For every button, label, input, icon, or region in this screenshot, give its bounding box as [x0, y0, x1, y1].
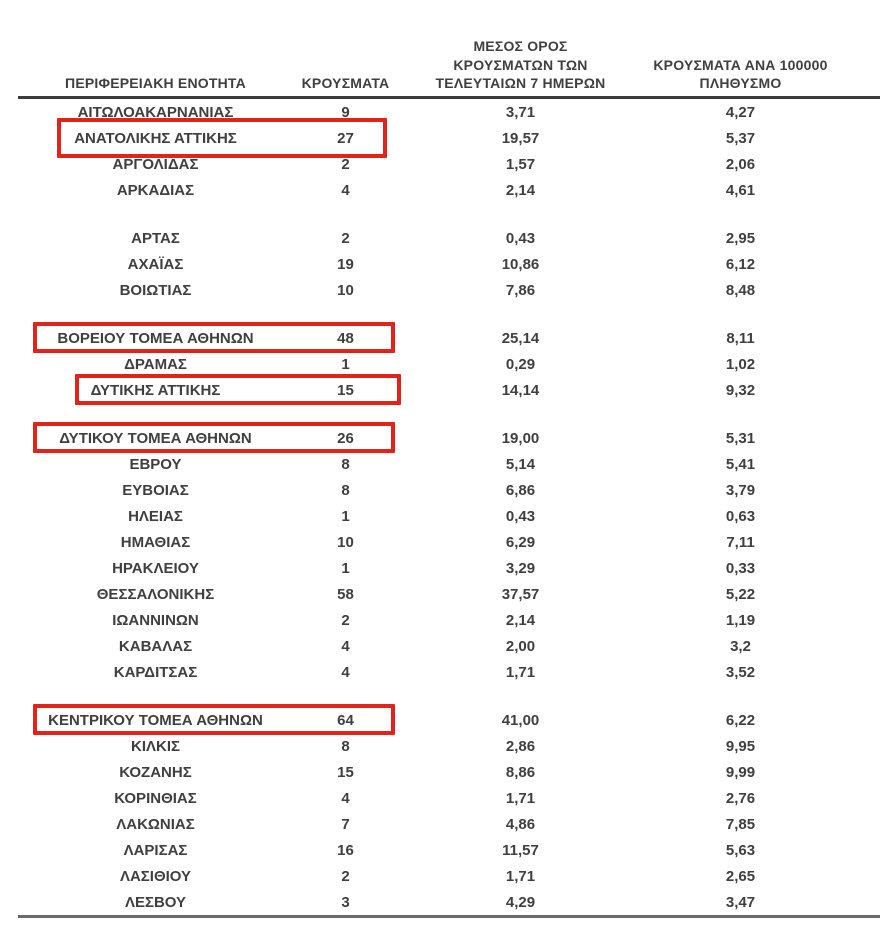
avg-7day-cell: 0,29 — [505, 355, 536, 373]
table-row — [18, 607, 880, 633]
avg-7day-cell: 5,14 — [505, 455, 536, 473]
cases-cell: 2 — [341, 867, 350, 885]
region-name-cell: ΑΧΑΪΑΣ — [127, 255, 184, 273]
table-row — [18, 707, 880, 733]
table-row — [18, 529, 880, 555]
avg-7day-cell: 2,14 — [505, 611, 536, 629]
cases-cell: 48 — [337, 329, 354, 347]
table-gap — [18, 303, 880, 325]
cases-cell: 64 — [337, 711, 354, 729]
per-100k-cell: 3,52 — [725, 663, 756, 681]
per-100k-cell: 4,27 — [725, 103, 756, 121]
table-row — [18, 581, 880, 607]
avg-7day-cell: 41,00 — [501, 711, 540, 729]
per-100k-cell: 9,99 — [725, 763, 756, 781]
region-name-cell: ΑΝΑΤΟΛΙΚΗΣ ΑΤΤΙΚΗΣ — [74, 129, 237, 147]
per-100k-cell: 8,11 — [726, 329, 755, 347]
table-row — [18, 477, 880, 503]
per-100k-cell: 3,2 — [730, 637, 751, 655]
per-100k-cell: 1,02 — [725, 355, 756, 373]
per-100k-cell: 1,19 — [725, 611, 756, 629]
column-header-region — [18, 74, 293, 92]
cases-cell: 4 — [341, 637, 350, 655]
table-row — [18, 555, 880, 581]
cases-cell: 4 — [341, 663, 350, 681]
table-row — [18, 889, 880, 915]
region-name-cell: ΗΜΑΘΙΑΣ — [120, 533, 191, 551]
table-row — [18, 351, 880, 377]
region-name-cell: ΚΙΛΚΙΣ — [130, 737, 180, 755]
per-100k-cell: 5,63 — [725, 841, 756, 859]
region-name-cell: ΛΑΣΙΘΙΟΥ — [119, 867, 192, 885]
per-100k-cell: 5,31 — [725, 429, 756, 447]
cases-cell: 15 — [337, 763, 354, 781]
cases-cell: 4 — [341, 181, 350, 199]
region-name-cell: ΑΡΤΑΣ — [131, 229, 180, 247]
cases-cell: 2 — [341, 611, 350, 629]
avg-7day-cell: 8,86 — [505, 763, 536, 781]
per-100k-cell: 3,47 — [725, 893, 756, 911]
column-header-avg7-line: ΤΕΛΕΥΤΑΙΩΝ 7 ΗΜΕΡΩΝ — [435, 74, 606, 91]
table-gap — [18, 403, 880, 425]
column-header-avg7-line: ΚΡΟΥΣΜΑΤΩΝ ΤΩΝ — [453, 56, 588, 73]
avg-7day-cell: 0,43 — [505, 507, 536, 525]
cases-cell: 19 — [337, 255, 354, 273]
per-100k-cell: 5,22 — [725, 585, 756, 603]
avg-7day-cell: 11,57 — [502, 841, 539, 859]
table-row — [18, 659, 880, 685]
region-name-cell: ΗΛΕΙΑΣ — [128, 507, 183, 525]
avg-7day-cell: 0,43 — [505, 229, 536, 247]
avg-7day-cell: 2,00 — [505, 637, 536, 655]
region-name-cell: ΛΕΣΒΟΥ — [124, 893, 187, 911]
region-name-cell: ΚΟΡΙΝΘΙΑΣ — [114, 789, 197, 807]
table-row — [18, 377, 880, 403]
region-name-cell: ΕΒΡΟΥ — [129, 455, 182, 473]
column-header-cases — [293, 74, 398, 92]
table-gap — [18, 203, 880, 225]
per-100k-cell: 0,63 — [725, 507, 756, 525]
table-row — [18, 425, 880, 451]
table-row — [18, 151, 880, 177]
table-row — [18, 251, 880, 277]
table-row — [18, 99, 880, 125]
column-header-avg7 — [398, 37, 643, 92]
table-row — [18, 759, 880, 785]
cases-cell: 4 — [341, 789, 350, 807]
avg-7day-cell: 6,29 — [505, 533, 536, 551]
avg-7day-cell: 4,29 — [505, 893, 536, 911]
table-row — [18, 863, 880, 889]
cases-cell: 8 — [341, 481, 350, 499]
per-100k-cell: 6,22 — [725, 711, 756, 729]
table-row — [18, 503, 880, 529]
column-header-per100k-line: ΠΛΗΘΥΣΜΟ — [699, 74, 782, 91]
column-header-region-line: ΠΕΡΙΦΕΡΕΙΑΚΗ ΕΝΟΤΗΤΑ — [65, 74, 246, 91]
region-name-cell: ΛΑΚΩΝΙΑΣ — [116, 815, 195, 833]
avg-7day-cell: 19,57 — [501, 129, 540, 147]
avg-7day-cell: 1,71 — [505, 789, 536, 807]
column-header-per100k-line: ΚΡΟΥΣΜΑΤΑ ΑΝΑ 100000 — [653, 56, 828, 73]
table-row — [18, 837, 880, 863]
table-row — [18, 325, 880, 351]
cases-cell: 3 — [341, 893, 350, 911]
cases-cell: 2 — [341, 229, 350, 247]
region-name-cell: ΕΥΒΟΙΑΣ — [122, 481, 189, 499]
avg-7day-cell: 1,71 — [505, 663, 536, 681]
per-100k-cell: 3,79 — [725, 481, 756, 499]
column-header-cases-line: ΚΡΟΥΣΜΑΤΑ — [301, 74, 390, 91]
region-name-cell: ΛΑΡΙΣΑΣ — [123, 841, 188, 859]
avg-7day-cell: 2,86 — [505, 737, 536, 755]
per-100k-cell: 7,11 — [726, 533, 755, 551]
table-row — [18, 177, 880, 203]
cases-cell: 27 — [337, 129, 354, 147]
avg-7day-cell: 10,86 — [501, 255, 540, 273]
table-header-row — [18, 20, 880, 99]
region-name-cell: ΔΥΤΙΚΟΥ ΤΟΜΕΑ ΑΘΗΝΩΝ — [59, 429, 252, 447]
per-100k-cell: 2,06 — [725, 155, 756, 173]
region-name-cell: ΚΕΝΤΡΙΚΟΥ ΤΟΜΕΑ ΑΘΗΝΩΝ — [48, 711, 263, 729]
per-100k-cell: 2,95 — [725, 229, 756, 247]
region-name-cell: ΒΟΡΕΙΟΥ ΤΟΜΕΑ ΑΘΗΝΩΝ — [57, 329, 254, 347]
avg-7day-cell: 3,29 — [505, 559, 536, 577]
per-100k-cell: 5,37 — [725, 129, 756, 147]
cases-cell: 7 — [341, 815, 350, 833]
cases-cell: 10 — [337, 281, 354, 299]
table-row — [18, 225, 880, 251]
region-name-cell: ΔΥΤΙΚΗΣ ΑΤΤΙΚΗΣ — [90, 381, 221, 399]
table-row — [18, 785, 880, 811]
table-row — [18, 277, 880, 303]
cases-cell: 8 — [341, 737, 350, 755]
avg-7day-cell: 14,14 — [501, 381, 540, 399]
avg-7day-cell: 1,71 — [505, 867, 536, 885]
per-100k-cell: 6,12 — [725, 255, 756, 273]
region-name-cell: ΘΕΣΣΑΛΟΝΙΚΗΣ — [96, 585, 215, 603]
per-100k-cell: 7,85 — [725, 815, 756, 833]
cases-cell: 10 — [337, 533, 354, 551]
table-row — [18, 811, 880, 837]
avg-7day-cell: 25,14 — [501, 329, 540, 347]
regional-cases-table — [18, 20, 880, 918]
per-100k-cell: 9,32 — [725, 381, 756, 399]
table-row — [18, 451, 880, 477]
avg-7day-cell: 4,86 — [505, 815, 536, 833]
table-row — [18, 125, 880, 151]
per-100k-cell: 2,76 — [725, 789, 756, 807]
cases-cell: 1 — [341, 507, 350, 525]
region-name-cell: ΑΙΤΩΛΟΑΚΑΡΝΑΝΙΑΣ — [77, 103, 234, 121]
avg-7day-cell: 3,71 — [505, 103, 536, 121]
region-name-cell: ΚΑΡΔΙΤΣΑΣ — [113, 663, 198, 681]
table-row — [18, 633, 880, 659]
avg-7day-cell: 37,57 — [501, 585, 540, 603]
region-name-cell: ΚΑΒΑΛΑΣ — [118, 637, 193, 655]
per-100k-cell: 5,41 — [725, 455, 756, 473]
cases-cell: 8 — [341, 455, 350, 473]
column-header-avg7-line: ΜΕΣΟΣ ΟΡΟΣ — [473, 38, 568, 55]
cases-cell: 16 — [337, 841, 354, 859]
region-name-cell: ΑΡΚΑΔΙΑΣ — [116, 181, 195, 199]
region-name-cell: ΔΡΑΜΑΣ — [124, 355, 187, 373]
table-body — [18, 99, 880, 918]
table-gap — [18, 685, 880, 707]
region-name-cell: ΒΟΙΩΤΙΑΣ — [119, 281, 192, 299]
cases-cell: 26 — [337, 429, 354, 447]
avg-7day-cell: 7,86 — [505, 281, 536, 299]
region-name-cell: ΚΟΖΑΝΗΣ — [119, 763, 192, 781]
cases-cell: 9 — [341, 103, 350, 121]
avg-7day-cell: 6,86 — [505, 481, 536, 499]
region-name-cell: ΑΡΓΟΛΙΔΑΣ — [112, 155, 199, 173]
per-100k-cell: 9,95 — [725, 737, 756, 755]
column-header-per100k — [643, 56, 838, 92]
region-name-cell: ΙΩΑΝΝΙΝΩΝ — [112, 611, 199, 629]
per-100k-cell: 8,48 — [725, 281, 756, 299]
region-name-cell: ΗΡΑΚΛΕΙΟΥ — [112, 559, 199, 577]
per-100k-cell: 0,33 — [725, 559, 756, 577]
table-row — [18, 733, 880, 759]
cases-cell: 1 — [341, 355, 350, 373]
cases-cell: 1 — [341, 559, 350, 577]
per-100k-cell: 2,65 — [725, 867, 756, 885]
per-100k-cell: 4,61 — [725, 181, 756, 199]
cases-cell: 15 — [337, 381, 354, 399]
cases-cell: 2 — [341, 155, 350, 173]
cases-cell: 58 — [337, 585, 354, 603]
avg-7day-cell: 1,57 — [505, 155, 536, 173]
avg-7day-cell: 2,14 — [505, 181, 536, 199]
avg-7day-cell: 19,00 — [501, 429, 540, 447]
